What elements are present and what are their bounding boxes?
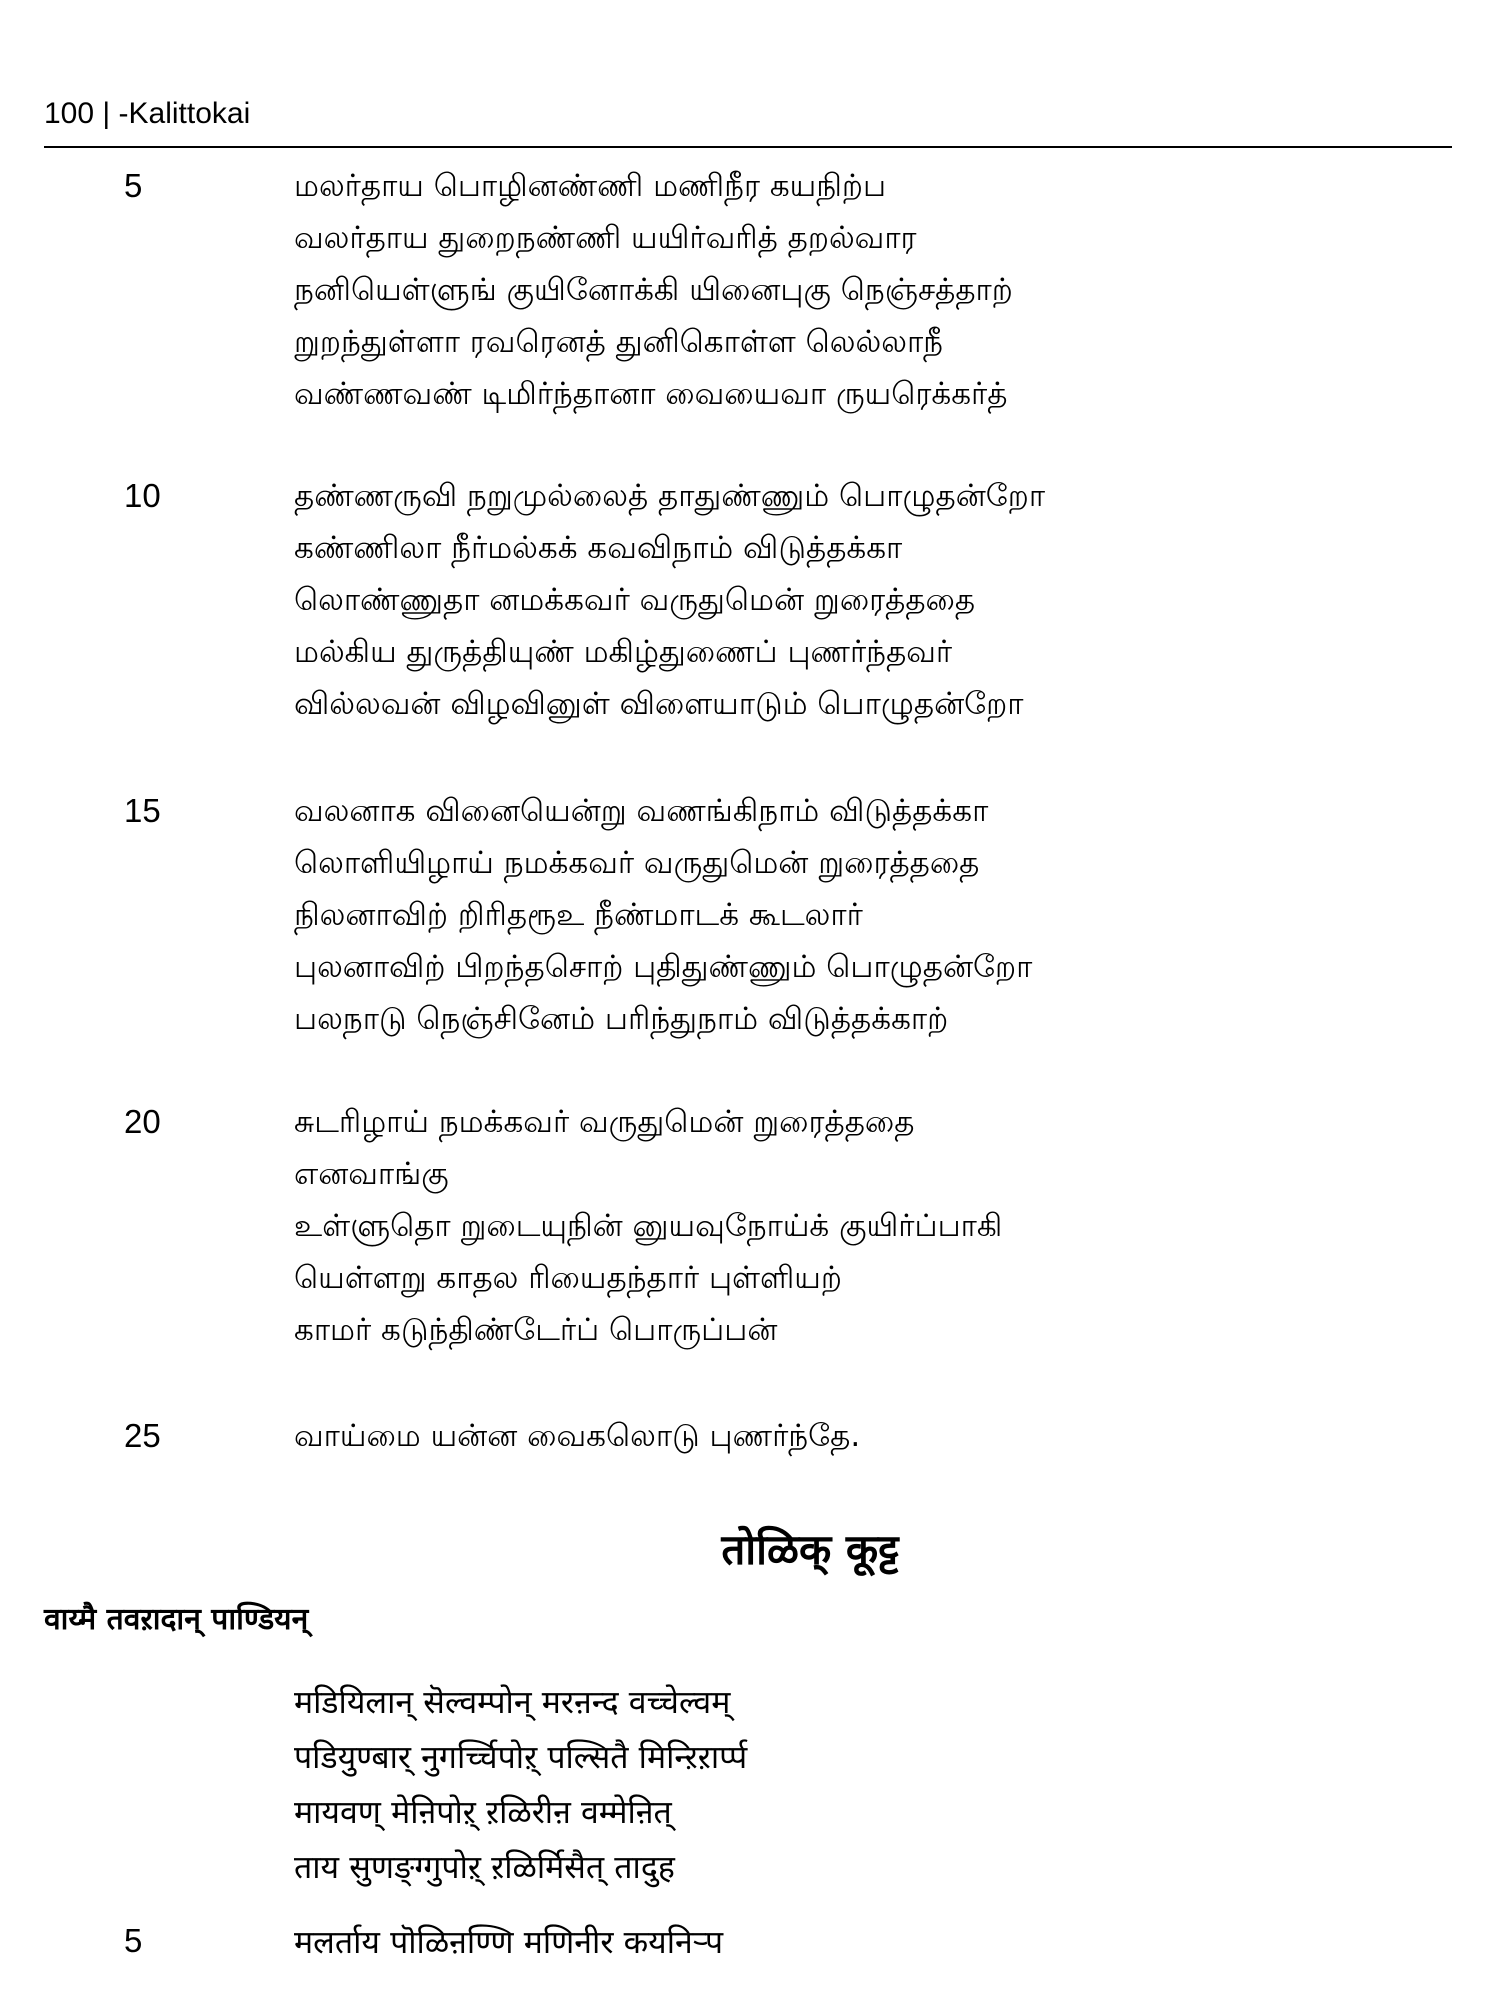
line-number: 5 bbox=[124, 1922, 143, 1959]
stanza-lines bbox=[294, 1096, 1002, 1356]
verse-line: पडियुण्बार् नुगर्च्चिपोऱ् पल्सितै मिन्ऱिऱार्प्प bbox=[294, 1738, 748, 1776]
verse-line: லொளியிழாய் நமக்கவர் வருதுமென் றுரைத்ததை bbox=[294, 845, 980, 881]
stanza-lines bbox=[294, 160, 1013, 420]
verse-line: मलर्ताय पॊळिऩण्णि मणिनीर कयनिऱ्प bbox=[294, 1923, 724, 1961]
line-number: 5 bbox=[124, 167, 143, 204]
line-number: 15 bbox=[124, 792, 161, 829]
line-number: 25 bbox=[124, 1417, 161, 1454]
stanza-lines bbox=[294, 785, 1032, 1045]
verse-line: தண்ணருவி நறுமுல்லைத் தாதுண்ணும் பொழுதன்றோ bbox=[294, 478, 1046, 514]
verse-line: ताय सुणङ्ग्गुपोऱ् ऱळिर्मिसैत् तादुह bbox=[294, 1848, 675, 1886]
line-number: 10 bbox=[124, 477, 161, 514]
stanza-lines bbox=[294, 1675, 747, 1895]
verse-line: வண்ணவண் டிமிர்ந்தானா வையைவா ருயரெக்கர்த் bbox=[294, 376, 1008, 412]
verse-line: காமர் கடுந்திண்டேர்ப் பொருப்பன் bbox=[294, 1312, 778, 1348]
verse-line: நிலனாவிற் றிரிதரூஉ நீண்மாடக் கூடலார் bbox=[294, 897, 863, 933]
verse-line: மலர்தாய பொழினண்ணி மணிநீர கயநிற்ப bbox=[294, 168, 887, 204]
verse-line: வாய்மை யன்ன வைகலொடு புணர்ந்தே. bbox=[294, 1418, 861, 1454]
verse-line: வலர்தாய துறைநண்ணி யயிர்வரித் தறல்வார bbox=[294, 220, 917, 256]
running-head: 100 | -Kalittokai bbox=[44, 97, 251, 130]
verse-line: கண்ணிலா நீர்மல்கக் கவவிநாம் விடுத்தக்கா bbox=[294, 530, 903, 566]
verse-line: வில்லவன் விழவினுள் விளையாடும் பொழுதன்றோ bbox=[294, 686, 1024, 722]
section-title: तोळिक् कूट्ट bbox=[721, 1525, 899, 1574]
verse-line: மல்கிய துருத்தியுண் மகிழ்துணைப் புணர்ந்தவர் bbox=[294, 634, 953, 670]
stanza-lines bbox=[294, 1410, 860, 1462]
verse-line: பலநாடு நெஞ்சினேம் பரிந்துநாம் விடுத்தக்காற் bbox=[294, 1001, 949, 1037]
verse-line: உள்ளுதொ றுடையுநின் னுயவுநோய்க் குயிர்ப்பாகி bbox=[294, 1208, 1003, 1244]
poet-name: वाय्मै तवऱादान् पाण्डियन् bbox=[44, 1602, 309, 1637]
stanza-lines bbox=[294, 470, 1045, 730]
verse-line: எனவாங்கு bbox=[294, 1156, 449, 1192]
verse-line: வலனாக வினையென்று வணங்கிநாம் விடுத்தக்கா bbox=[294, 793, 989, 829]
verse-line: லொண்ணுதா னமக்கவர் வருதுமென் றுரைத்ததை bbox=[294, 582, 976, 618]
verse-line: मडियिलान् सॆल्वम्पोन् मरऩन्द वच्चेल्वम् bbox=[294, 1683, 731, 1721]
verse-line: நனியெள்ளுங் குயினோக்கி யினைபுகு நெஞ்சத்தாற் bbox=[294, 272, 1013, 308]
stanza-lines bbox=[294, 1915, 723, 1970]
verse-line: புலனாவிற் பிறந்தசொற் புதிதுண்ணும் பொழுதன்றோ bbox=[294, 949, 1033, 985]
verse-line: சுடரிழாய் நமக்கவர் வருதுமென் றுரைத்ததை bbox=[294, 1104, 915, 1140]
header-rule bbox=[44, 146, 1452, 148]
line-number: 20 bbox=[124, 1103, 161, 1140]
verse-line: யெள்ளறு காதல ரியைதந்தார் புள்ளியற் bbox=[294, 1260, 842, 1296]
verse-line: றுறந்துள்ளா ரவரெனத் துனிகொள்ள லெல்லாநீ bbox=[294, 324, 944, 360]
verse-line: मायवण् मेऩिपोऱ् ऱळिरीऩ वम्मेऩित् bbox=[294, 1793, 672, 1831]
